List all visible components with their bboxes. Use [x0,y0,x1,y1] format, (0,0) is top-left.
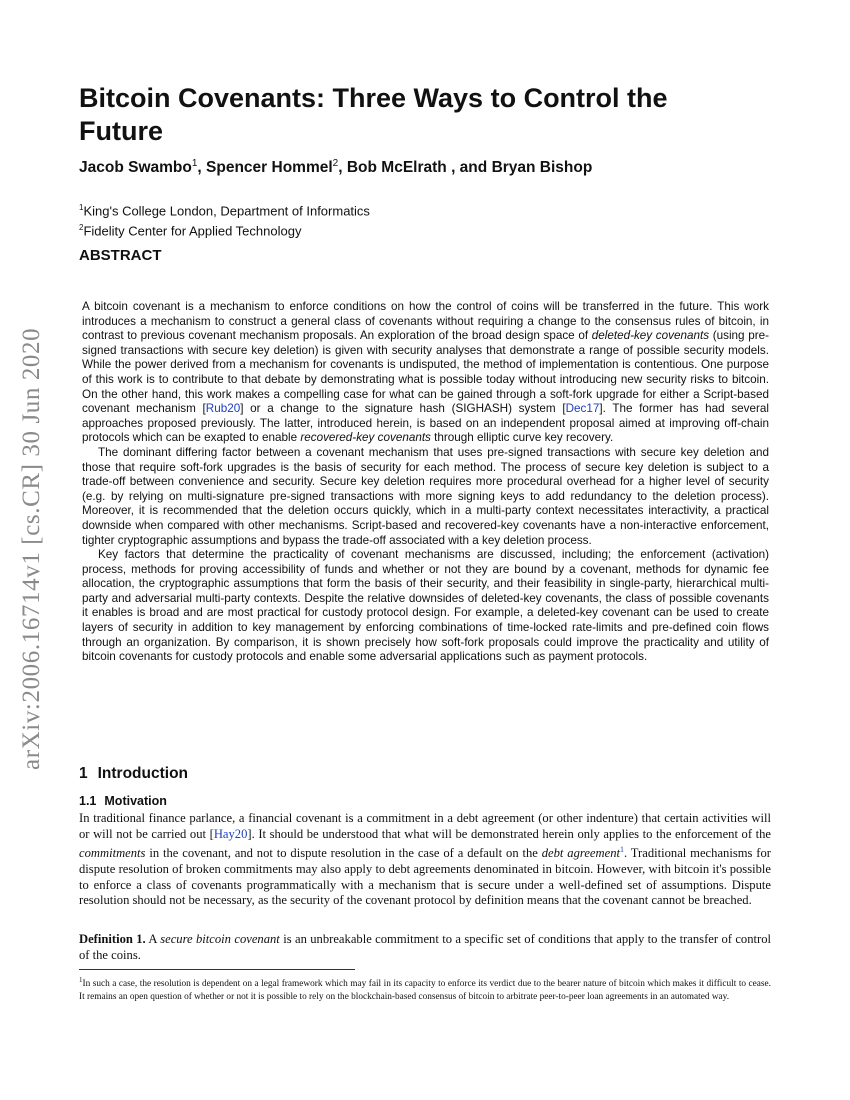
abstract-paragraph: Key factors that determine the practicality of covenant mechanisms are discussed, including; the enforcement (activation) process, methods for proving accessibility of funds and whether or not they are bound by a covenant, methods for dynamic fee allocation, the cryptographic assumptions that form the basis of their security, and their feasibility in single-party, hierarchical multi-party and adversarial multi-party contexts. Despite the relative downsides of deleted-key covenants, the class of possible covenants it enables is broad and are most practical for custody protocol design. For example, a deleted-key covenant can be used to create layers of security in addition to key management by enforcing combinations of time-locked rate-limits and pre-defined coin flows through an organization. By comparison, it is shown precisely how soft-fork proposals could improve the practicality and utility of bitcoin covenants for custody protocols and enable some adversarial applications such as payment protocols. [82,548,769,664]
footnote-link-1[interactable]: 1 [620,845,624,855]
affiliations [79,199,370,240]
motivation-body [79,811,771,909]
footnote-text: In such a case, the resolution is dependent on a legal framework which may fail in its capacity to enforce its verdict due to the bearer nature of bitcoin which makes it difficult to cease. It remains an open question of whether or not it is possible to rely on the blockchain-based consensus of bitcoin to arbitrate peer-to-peer loan agreements in an automated way. [79,979,771,1003]
paper-title: Bitcoin Covenants: Three Ways to Control the Future [79,83,668,146]
arxiv-side-stamp: arXiv:2006.16714v1 [cs.CR] 30 Jun 2020 [18,327,45,770]
text-run: is an unbreakable commitment to a specific set of conditions that apply to the transfer of control of the coins. [79,932,771,962]
author-name: Jacob Swambo [79,159,192,177]
citation-link-dec17[interactable]: Dec17 [565,402,600,416]
footnote [79,974,771,1004]
emphasis-deleted-key-covenants: deleted-key covenants [591,329,710,343]
abstract-body [82,300,769,665]
affiliation-mark: 1 [191,158,198,169]
definition-label: Definition 1. [79,932,146,946]
section-number: 1 [79,765,88,782]
author-name: Bryan Bishop [491,159,593,177]
author-name: Spencer Hommel [206,159,333,177]
affiliation-mark: 2 [332,158,339,169]
text-run: A [145,932,161,946]
text-run: ]. The former has had several approaches proposed previously. The latter, introduced herein, is based on an independent proposal aimed at improving off-chain protocols which can be exapted to enable [82,402,769,445]
emphasis-secure-bitcoin-covenant: secure bitcoin covenant [160,932,280,946]
text-run: (using pre-signed transactions with secure key deletion) is given with security analyses that demonstrate a range of possible security models. While the power derived from a mechanism for covenants is undisputed, the method of implementation is contentious. One purpose of this work is to contribute to that debate by demonstrating what is possible today without introducing new security risks to bitcoin. On the other hand, this work makes a compelling case for what can be gained through a soft-fork upgrade for either a Script-based covenant mechanism [ [82,329,769,416]
affiliation-line [79,219,370,239]
affiliation-text: Fidelity Center for Applied Technology [83,223,302,239]
author-name: Bob McElrath [346,159,447,177]
abstract-paragraph: The dominant differing factor between a covenant mechanism that uses pre-signed transactions with secure key deletion and those that require soft-fork upgrades is the basis of security for each method. The process of secure key deletion is subject to a trade-off between convenience and security. Secure key deletion requires more procedural overhead for a higher level of security (e.g. by relying on multi-signature pre-signed transactions with more signing keys to add redundancy to the deletion process). Moreover, it is recommended that the deletion occurs quickly, which in a multi-party context necessitates interactivity, a practical downside when compared with other mechanisms. Script-based and recovered-key covenants have a non-interactive enforcement, tighter cryptographic assumptions and bypass the trade-off associated with a key deletion process. [82,445,769,547]
section-heading-introduction [79,765,188,783]
body-paragraph [79,811,771,909]
text-run: through elliptic curve key recovery. [430,431,614,445]
emphasis-debt-agreement: debt agreement [541,846,620,861]
text-run: . Traditional mechanisms for dispute resolution of broken commitments may also apply to debt agreements denominated in bitcoin. However, with bitcoin it's possible to enforce a class of covenants programmatically with a mechanism that is secure under a well-defined set of assumptions. Dispute resolution should not be necessary, as the security of the covenant protocol by definition means that the covenant cannot be breached. [79,846,771,908]
section-title: Introduction [97,765,189,782]
author-list [79,158,779,177]
subsection-heading-motivation [79,794,167,808]
footnote-divider [79,969,355,970]
emphasis-recovered-key-covenants: recovered-key covenants [300,431,431,445]
text-run: ] or a change to the signature hash (SIGHASH) system [ [240,402,566,416]
abstract-heading: ABSTRACT [79,247,162,264]
text-run: A bitcoin covenant is a mechanism to enforce conditions on how the control of coins will be transferred in the future. This work introduces a mechanism to construct a general class of covenants without requiring a change to the consensus rules of bitcoin, in contrast to previous covenant mechanism proposals. An exploration of the broad design space of [82,300,769,343]
definition-block [79,932,771,963]
affiliation-line [79,199,370,219]
citation-link-hay20[interactable]: Hay20 [213,826,248,841]
subsection-number: 1.1 [79,794,97,808]
text-run: In traditional finance parlance, a financial covenant is a commitment in a debt agreement (or other indenture) that certain activities will or will not be carried out [ [79,811,771,841]
affiliation-text: King's College London, Department of Informatics [83,203,370,219]
abstract-paragraph [82,300,769,446]
text-run: in the covenant, and not to dispute resolution in the case of a default on the [145,846,542,861]
citation-link-rub20[interactable]: Rub20 [205,402,241,416]
author-separator: , [197,159,207,177]
affiliation-mark: 2 [79,223,84,233]
footnote-mark: 1 [79,976,83,984]
emphasis-commitments: commitments [79,846,146,861]
author-separator: , [338,159,347,177]
affiliation-mark: 1 [79,203,84,212]
author-separator: , and [446,159,492,177]
text-run: ]. It should be understood that what will be demonstrated herein only applies to the enforcement of the [247,826,771,841]
subsection-title: Motivation [104,794,167,808]
